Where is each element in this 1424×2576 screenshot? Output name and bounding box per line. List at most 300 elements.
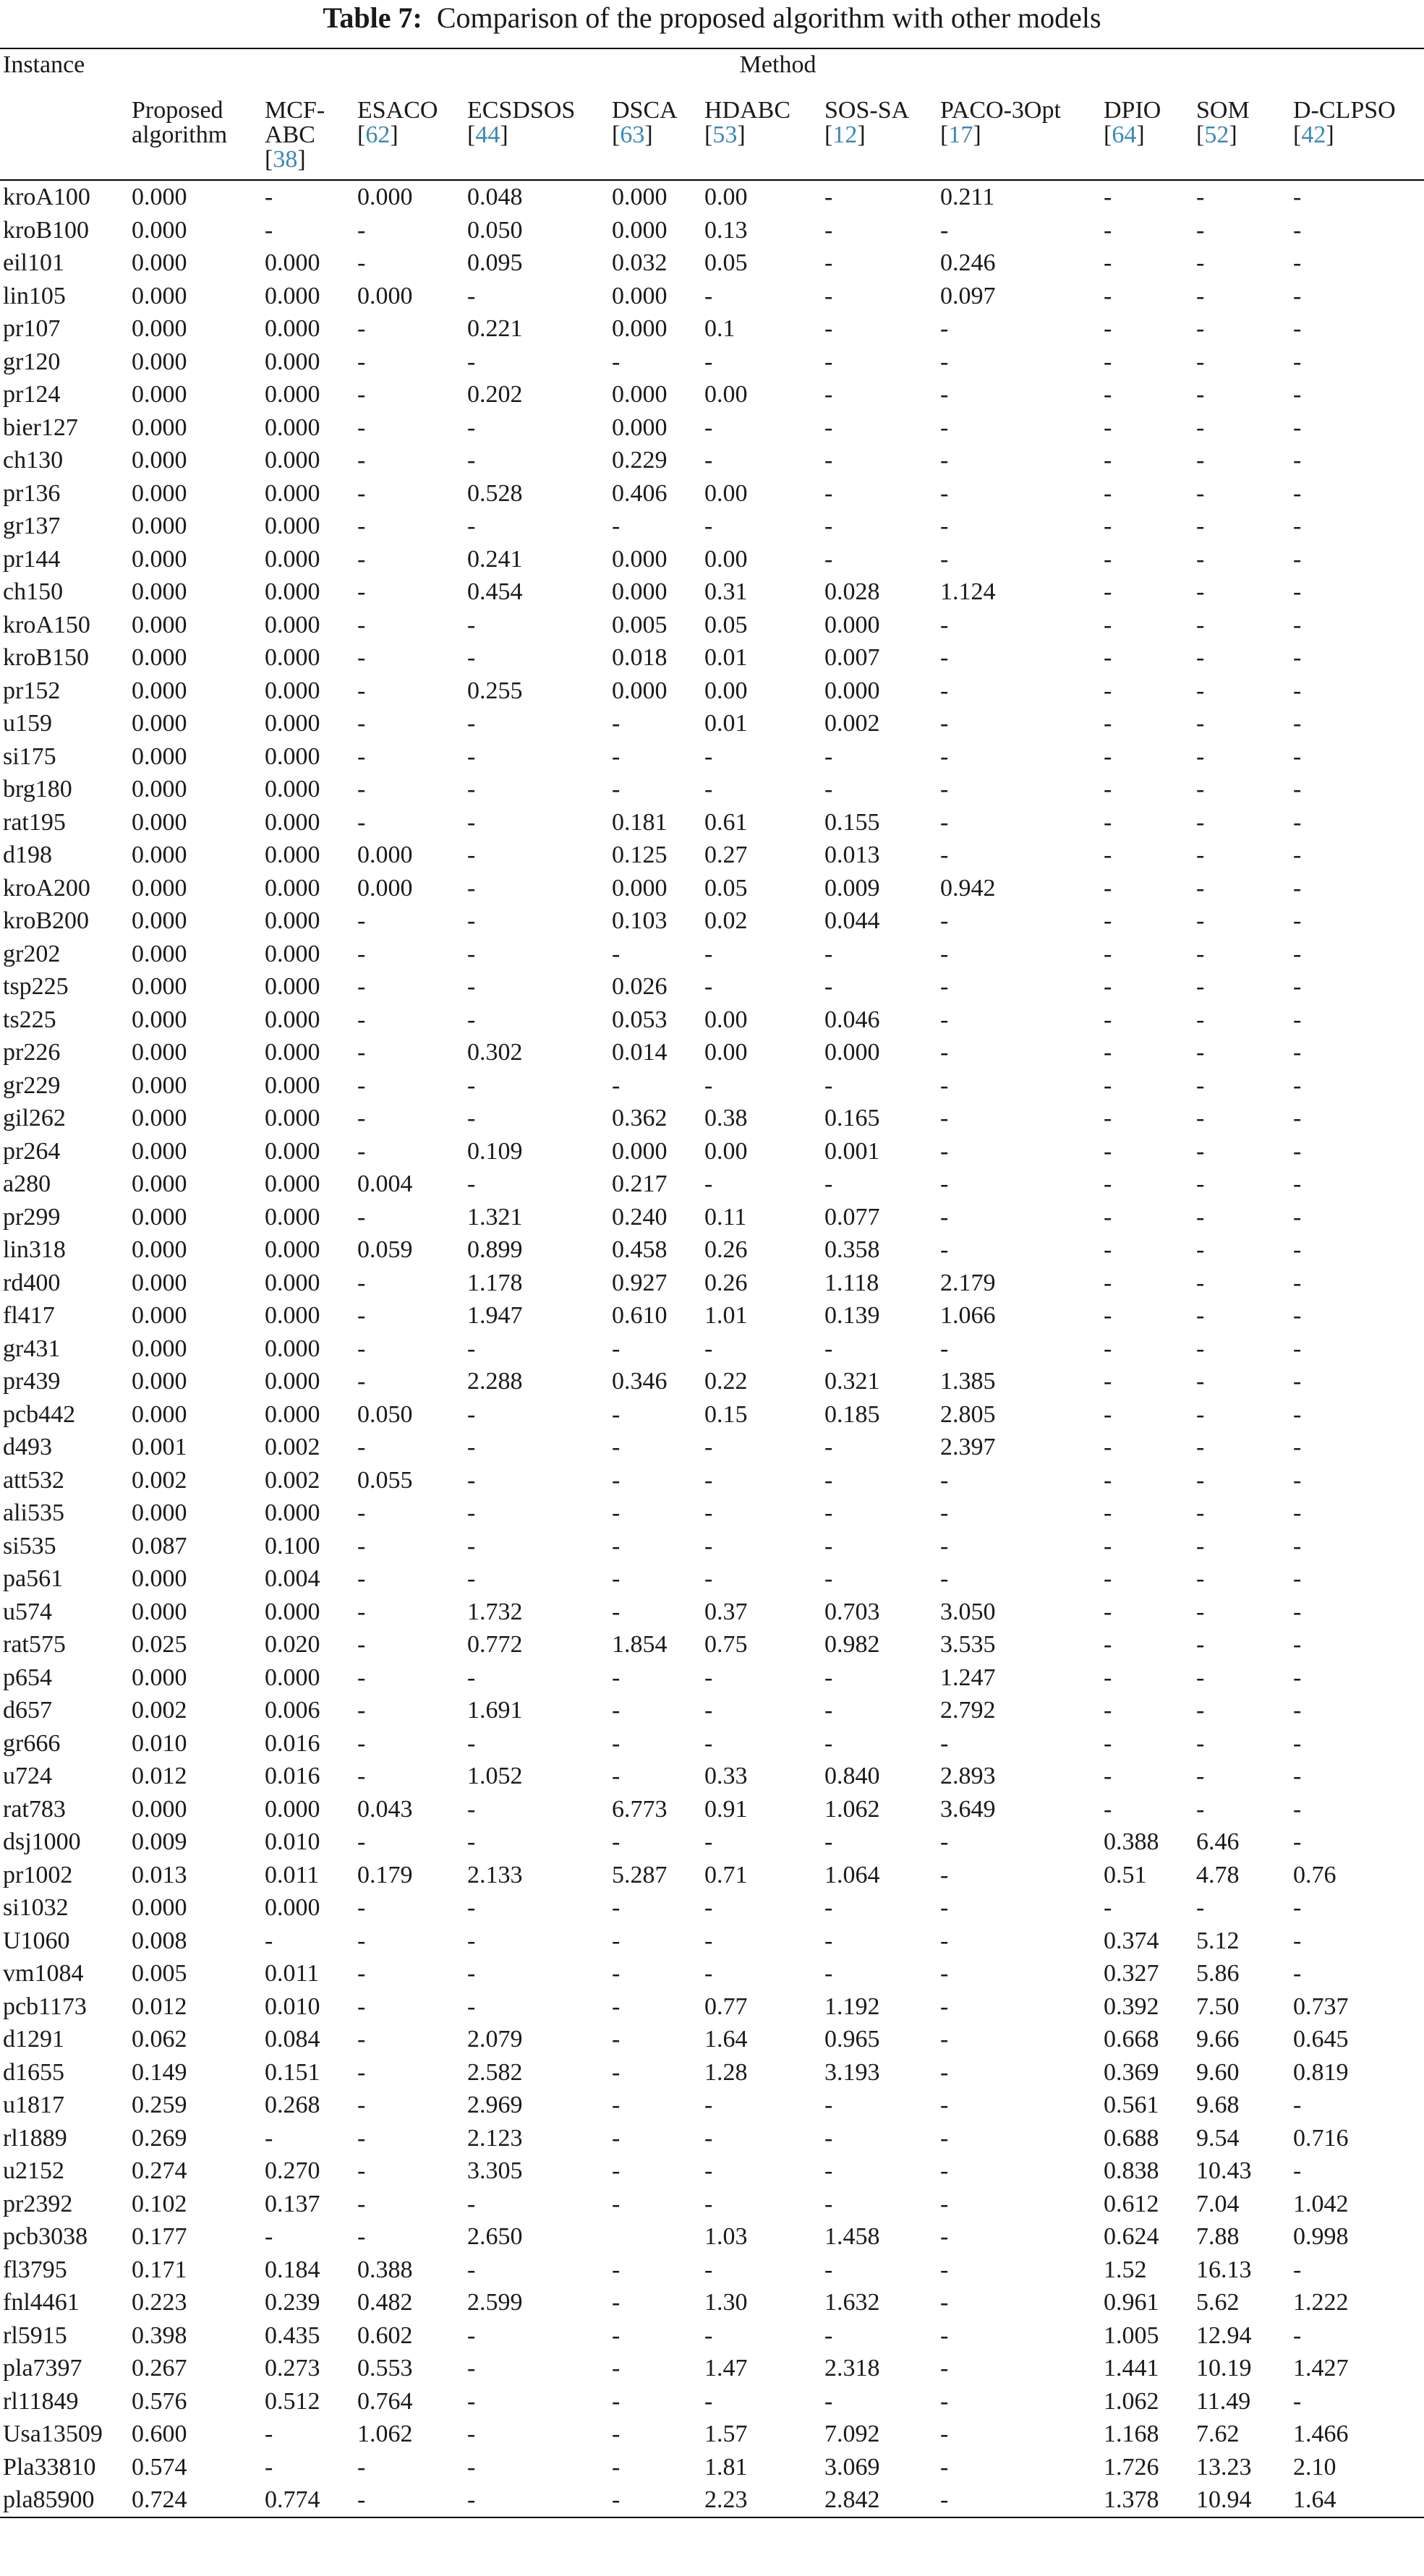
value-cell: 0.000 <box>132 644 187 671</box>
value-cell: - <box>467 1565 476 1592</box>
value-cell: - <box>357 2124 366 2152</box>
value-cell: - <box>1196 315 1205 342</box>
instance-cell: pr107 <box>3 315 61 342</box>
value-cell: - <box>1104 216 1112 244</box>
value-cell: 0.512 <box>265 2387 320 2415</box>
value-cell: 2.969 <box>467 2092 523 2118</box>
value-cell: 0.109 <box>467 1137 523 1165</box>
table-row <box>0 575 1424 609</box>
table-row <box>0 2254 1424 2287</box>
value-cell: - <box>357 1729 366 1757</box>
value-cell: - <box>824 348 833 375</box>
instance-cell: si175 <box>3 743 56 770</box>
value-cell: 0.31 <box>704 578 748 605</box>
table-row <box>0 1596 1424 1629</box>
value-cell: - <box>357 1894 366 1921</box>
value-cell: 0.000 <box>265 578 320 605</box>
value-cell: - <box>357 1071 366 1099</box>
value-cell: - <box>940 1039 949 1066</box>
value-cell: - <box>1104 1071 1112 1099</box>
value-cell: - <box>467 447 476 474</box>
value-cell: 0.01 <box>704 710 748 737</box>
value-cell: 0.155 <box>824 808 880 836</box>
value-cell: 3.193 <box>824 2058 880 2086</box>
value-cell: 0.000 <box>265 874 320 902</box>
value-cell: - <box>1196 1335 1205 1362</box>
column-header: DPIO [64] <box>1101 91 1193 180</box>
value-cell: - <box>1104 1006 1112 1033</box>
value-cell: - <box>824 1171 833 1197</box>
table-row <box>0 1859 1424 1892</box>
value-cell: - <box>612 2092 621 2118</box>
value-cell: 1.57 <box>704 2421 748 2447</box>
value-cell: - <box>467 644 476 671</box>
value-cell: - <box>357 2157 366 2184</box>
value-cell: 6.773 <box>612 1795 668 1823</box>
value-cell: 0.125 <box>612 842 668 868</box>
value-cell: - <box>704 1532 713 1559</box>
column-header-text: SOS-SA <box>824 97 910 124</box>
value-cell: - <box>940 1006 949 1033</box>
value-cell: - <box>1196 216 1205 244</box>
table-row <box>0 707 1424 740</box>
value-cell: - <box>940 1203 949 1231</box>
value-cell: 0.624 <box>1104 2223 1159 2250</box>
value-cell: 0.327 <box>1104 1960 1159 1987</box>
value-cell: 0.000 <box>265 1894 320 1921</box>
value-cell: - <box>1293 1466 1302 1494</box>
value-cell: - <box>704 2387 713 2415</box>
value-cell: - <box>357 1697 366 1724</box>
table-row <box>0 1069 1424 1103</box>
value-cell: - <box>467 874 476 902</box>
value-cell: - <box>1104 578 1112 605</box>
value-cell: - <box>704 1071 713 1099</box>
value-cell: - <box>824 1664 833 1691</box>
value-cell: 11.49 <box>1196 2387 1251 2415</box>
value-cell: 0.004 <box>357 1171 413 1197</box>
value-cell: 0.000 <box>265 611 320 638</box>
instance-cell: lin105 <box>3 282 66 309</box>
value-cell: 0.002 <box>265 1434 320 1460</box>
value-cell: - <box>1293 1532 1302 1559</box>
reference-link[interactable]: 44 <box>475 121 500 148</box>
reference-link[interactable]: 12 <box>832 121 858 148</box>
column-header: SOS-SA [12] <box>822 91 937 180</box>
value-cell: - <box>1293 1894 1302 1921</box>
value-cell: - <box>1196 611 1205 638</box>
value-cell: 0.942 <box>940 874 996 902</box>
value-cell: 0.51 <box>1104 1861 1147 1888</box>
value-cell: - <box>704 2092 713 2118</box>
method-header <box>129 48 1424 91</box>
value-cell: - <box>1196 282 1205 309</box>
value-cell: 0.000 <box>265 545 320 573</box>
value-cell: 0.13 <box>704 216 748 244</box>
value-cell: 0.000 <box>132 1039 187 1066</box>
value-cell: 0.269 <box>132 2124 187 2152</box>
value-cell: - <box>1104 710 1112 737</box>
instance-cell: tsp225 <box>3 973 69 1000</box>
table-caption <box>0 0 1424 40</box>
value-cell: - <box>467 1499 476 1526</box>
value-cell: - <box>1293 2256 1302 2283</box>
table-row <box>0 2154 1424 2188</box>
value-cell: - <box>357 1664 366 1691</box>
value-cell: - <box>940 2157 949 2184</box>
value-cell: 0.000 <box>132 1269 187 1296</box>
value-cell: 0.010 <box>265 1828 320 1855</box>
value-cell: - <box>940 2387 949 2415</box>
value-cell: 0.764 <box>357 2387 413 2415</box>
value-cell: 0.26 <box>704 1236 748 1263</box>
value-cell: 1.385 <box>940 1368 996 1395</box>
value-cell: 0.267 <box>132 2355 187 2382</box>
value-cell: 0.103 <box>612 907 668 934</box>
value-cell: 12.94 <box>1196 2322 1252 2349</box>
value-cell: - <box>704 743 713 770</box>
instance-cell: rl1889 <box>3 2124 67 2152</box>
instance-cell: rat195 <box>3 808 66 836</box>
column-header: MCF- ABC [38] <box>262 91 354 180</box>
value-cell: - <box>612 2289 621 2316</box>
value-cell: - <box>824 1499 833 1526</box>
value-cell: 1.691 <box>467 1697 523 1724</box>
value-cell: 0.000 <box>132 1565 187 1592</box>
value-cell: - <box>1104 1466 1112 1494</box>
value-cell: - <box>1196 644 1205 671</box>
value-cell: - <box>1293 1729 1302 1757</box>
value-cell: 0.000 <box>265 1400 320 1428</box>
value-cell: 0.004 <box>265 1565 320 1592</box>
instance-cell: rat783 <box>3 1795 66 1823</box>
value-cell: 0.000 <box>132 545 187 573</box>
instance-cell: pr124 <box>3 381 61 408</box>
value-cell: - <box>467 1927 476 1954</box>
value-cell: - <box>1293 1598 1302 1625</box>
value-cell: 0.00 <box>704 381 748 408</box>
value-cell: - <box>357 1137 366 1165</box>
value-cell: - <box>824 2124 833 2152</box>
value-cell: 5.86 <box>1196 1960 1240 1987</box>
value-cell: - <box>824 1927 833 1954</box>
value-cell: - <box>1196 381 1205 408</box>
value-cell: 0.05 <box>704 874 748 902</box>
value-cell: 0.774 <box>262 2483 354 2517</box>
value-cell: 1.005 <box>1104 2322 1159 2349</box>
value-cell: - <box>1196 1269 1205 1296</box>
value-cell: 0.012 <box>132 1993 187 2020</box>
value-cell: 0.084 <box>265 2026 320 2053</box>
value-cell: 0.095 <box>467 249 523 276</box>
value-cell: - <box>1196 874 1205 902</box>
value-cell: - <box>1293 1368 1302 1395</box>
value-cell: - <box>1196 907 1205 934</box>
value-cell: 0.000 <box>132 578 187 605</box>
value-cell: 0.645 <box>1293 2026 1349 2053</box>
value-cell: - <box>467 1006 476 1033</box>
value-cell: 10.19 <box>1196 2355 1252 2382</box>
value-cell: 0.000 <box>357 874 413 902</box>
value-cell: - <box>1196 1434 1205 1460</box>
value-cell: - <box>1196 1795 1205 1823</box>
table-row <box>0 444 1424 477</box>
value-cell: 0.000 <box>265 743 320 770</box>
value-cell: 1.732 <box>467 1598 523 1625</box>
value-cell: - <box>704 414 713 441</box>
value-cell: 2.179 <box>940 1269 996 1296</box>
value-cell: 0.388 <box>357 2256 413 2283</box>
value-cell: 0.602 <box>357 2322 413 2349</box>
value-cell: - <box>357 1927 366 1954</box>
value-cell: - <box>940 743 949 770</box>
value-cell: 0.000 <box>265 479 320 507</box>
value-cell: - <box>1293 1302 1302 1329</box>
value-cell: - <box>357 249 366 276</box>
reference-link[interactable]: 38 <box>273 146 298 173</box>
value-cell: - <box>467 1105 476 1131</box>
value-cell: - <box>704 2157 713 2184</box>
value-cell: 0.043 <box>357 1795 413 1823</box>
value-cell: 0.001 <box>824 1137 880 1165</box>
value-cell: - <box>265 216 273 244</box>
value-cell: 0.000 <box>132 184 187 210</box>
table-row <box>0 2319 1424 2353</box>
instance-cell: d1655 <box>3 2058 64 2086</box>
value-cell: 0.246 <box>940 249 996 276</box>
value-cell: 0.008 <box>132 1927 187 1954</box>
reference-link[interactable]: 53 <box>712 121 738 148</box>
value-cell: 0.010 <box>265 1993 320 2020</box>
table-row <box>0 806 1424 839</box>
table-row <box>0 2385 1424 2418</box>
table-row <box>0 1793 1424 1826</box>
value-cell: - <box>824 513 833 539</box>
value-cell: - <box>940 973 949 1000</box>
table-row <box>0 970 1424 1004</box>
value-cell: 0.007 <box>824 644 880 671</box>
value-cell: 0.217 <box>612 1171 668 1197</box>
value-cell: 0.398 <box>132 2322 187 2349</box>
value-cell: 1.632 <box>824 2289 880 2316</box>
value-cell: - <box>357 973 366 1000</box>
value-cell: 0.000 <box>132 1006 187 1033</box>
instance-cell: att532 <box>3 1466 64 1494</box>
value-cell: - <box>357 1269 366 1296</box>
value-cell: - <box>824 743 833 770</box>
value-cell: 0.76 <box>1293 1861 1336 1888</box>
value-cell: - <box>940 216 949 244</box>
value-cell: - <box>940 842 949 868</box>
value-cell: 0.002 <box>132 1697 187 1724</box>
value-cell: - <box>1104 447 1112 474</box>
value-cell: 3.069 <box>824 2453 880 2481</box>
value-cell: - <box>1293 677 1302 704</box>
value-cell: 0.000 <box>265 1137 320 1165</box>
value-cell: 0.000 <box>132 808 187 836</box>
value-cell: 1.28 <box>704 2058 748 2086</box>
value-cell: - <box>1196 1400 1205 1428</box>
value-cell: 0.000 <box>132 1105 187 1131</box>
table-row <box>0 2023 1424 2056</box>
instance-cell: pr2392 <box>3 2190 73 2217</box>
value-cell: 0.046 <box>824 1006 880 1033</box>
value-cell: - <box>467 1466 476 1494</box>
value-cell: - <box>357 1302 366 1329</box>
value-cell: - <box>940 2190 949 2217</box>
value-cell: - <box>1196 479 1205 507</box>
value-cell: 0.05 <box>704 249 748 276</box>
value-cell: - <box>1293 1006 1302 1033</box>
value-cell: - <box>357 1598 366 1625</box>
value-cell: 0.000 <box>265 1368 320 1395</box>
value-cell: - <box>1196 545 1205 573</box>
table-row <box>0 1727 1424 1760</box>
table-row <box>0 1201 1424 1234</box>
table-row <box>0 904 1424 938</box>
value-cell: - <box>1293 513 1302 539</box>
value-cell: 0.000 <box>132 1400 187 1428</box>
value-cell: 0.840 <box>824 1763 880 1789</box>
value-cell: 0.000 <box>265 1203 320 1231</box>
reference-link[interactable]: 63 <box>620 121 645 148</box>
value-cell: 0.000 <box>265 677 320 704</box>
value-cell: 0.255 <box>467 677 523 704</box>
value-cell: 0.528 <box>467 479 523 507</box>
instance-cell: pcb442 <box>3 1400 76 1428</box>
value-cell: - <box>1293 808 1302 836</box>
value-cell: - <box>1104 1335 1112 1362</box>
value-cell: - <box>1293 2322 1302 2349</box>
value-cell: - <box>824 1729 833 1757</box>
reference-link[interactable]: 62 <box>365 121 391 148</box>
value-cell: - <box>467 842 476 868</box>
value-cell: - <box>824 940 833 967</box>
instance-cell: p654 <box>3 1664 52 1691</box>
reference-link[interactable]: 52 <box>1204 121 1229 148</box>
table-row <box>0 1332 1424 1366</box>
value-cell: 0.165 <box>824 1105 880 1131</box>
value-cell: - <box>467 907 476 934</box>
value-cell: 0.927 <box>612 1269 668 1296</box>
value-cell: 7.88 <box>1196 2223 1240 2250</box>
value-cell: - <box>1104 776 1112 803</box>
value-cell: 0.002 <box>265 1466 320 1494</box>
instance-cell: rl5915 <box>3 2322 67 2349</box>
table-row <box>0 312 1424 346</box>
value-cell: 0.302 <box>467 1039 523 1066</box>
value-cell: 0.000 <box>265 1006 320 1033</box>
value-cell: 0.211 <box>940 184 995 210</box>
caption-text: Comparison of the proposed algorithm with other models <box>436 1 1101 34</box>
column-header: PACO-3Opt [17] <box>937 91 1101 180</box>
value-cell: - <box>467 1729 476 1757</box>
table-row <box>0 543 1424 576</box>
value-cell: 0.772 <box>467 1631 523 1658</box>
value-cell: 2.582 <box>467 2058 523 2086</box>
value-cell: 0.002 <box>824 710 880 737</box>
value-cell: - <box>940 447 949 474</box>
value-cell: 0.553 <box>357 2355 413 2382</box>
column-header-text: ABC <box>265 121 315 148</box>
value-cell: 0.240 <box>612 1203 668 1231</box>
value-cell: - <box>1104 874 1112 902</box>
value-cell: - <box>1293 414 1302 441</box>
value-cell: 2.123 <box>467 2124 523 2152</box>
value-cell: - <box>612 2355 621 2382</box>
value-cell: - <box>1293 1269 1302 1296</box>
value-cell: - <box>704 2124 713 2152</box>
value-cell: - <box>1293 1763 1302 1789</box>
reference-link[interactable]: 17 <box>948 121 973 148</box>
value-cell: - <box>940 2289 949 2316</box>
value-cell: - <box>1196 677 1205 704</box>
value-cell: - <box>1293 1137 1302 1165</box>
value-cell: 1.118 <box>824 1269 879 1296</box>
value-cell: 0.000 <box>265 447 320 474</box>
reference-link[interactable]: 42 <box>1301 121 1326 148</box>
value-cell: 0.025 <box>132 1631 187 1658</box>
value-cell: 0.048 <box>467 184 523 210</box>
value-cell: - <box>940 2058 949 2086</box>
value-cell: 0.00 <box>704 677 748 704</box>
instance-cell: gr431 <box>3 1335 61 1362</box>
table-row <box>0 1168 1424 1201</box>
table-row <box>0 2089 1424 2122</box>
value-cell: 0.000 <box>132 743 187 770</box>
value-cell: - <box>357 808 366 836</box>
value-cell: - <box>1293 710 1302 737</box>
value-cell: - <box>1196 710 1205 737</box>
value-cell: - <box>940 1565 949 1592</box>
table-row <box>0 1562 1424 1596</box>
value-cell: 0.22 <box>704 1368 748 1395</box>
value-cell: - <box>1293 545 1302 573</box>
value-cell: - <box>612 710 621 737</box>
value-cell: 0.000 <box>132 842 187 868</box>
value-cell: - <box>824 1960 833 1987</box>
column-header-text: HDABC <box>704 97 791 124</box>
column-header-text: SOM <box>1196 97 1250 124</box>
value-cell: - <box>357 2092 366 2118</box>
value-cell: - <box>467 1960 476 1987</box>
table-row <box>0 2188 1424 2221</box>
value-cell: 0.998 <box>1293 2223 1349 2250</box>
value-cell: - <box>824 1565 833 1592</box>
value-cell: - <box>940 1236 949 1263</box>
column-header-text: MCF- <box>265 97 325 124</box>
value-cell: - <box>357 677 366 704</box>
table-row <box>0 1694 1424 1727</box>
value-cell: - <box>1196 1302 1205 1329</box>
value-cell: 0.000 <box>265 1664 320 1691</box>
value-cell: 0.000 <box>612 677 668 704</box>
value-cell: - <box>940 1532 949 1559</box>
value-cell: 5.12 <box>1196 1927 1240 1954</box>
value-cell: - <box>1104 315 1112 342</box>
value-cell: - <box>357 2223 366 2250</box>
instance-cell: pr299 <box>3 1203 61 1231</box>
value-cell: - <box>357 348 366 375</box>
instance-cell: pla85900 <box>0 2483 129 2517</box>
value-cell: - <box>1104 1434 1112 1460</box>
reference-link[interactable]: 64 <box>1112 121 1137 148</box>
value-cell: - <box>357 1960 366 1987</box>
value-cell: 0.006 <box>265 1697 320 1724</box>
value-cell: 0.819 <box>1293 2058 1349 2086</box>
value-cell: 0.259 <box>132 2092 187 2118</box>
value-cell: 9.54 <box>1196 2124 1240 2152</box>
